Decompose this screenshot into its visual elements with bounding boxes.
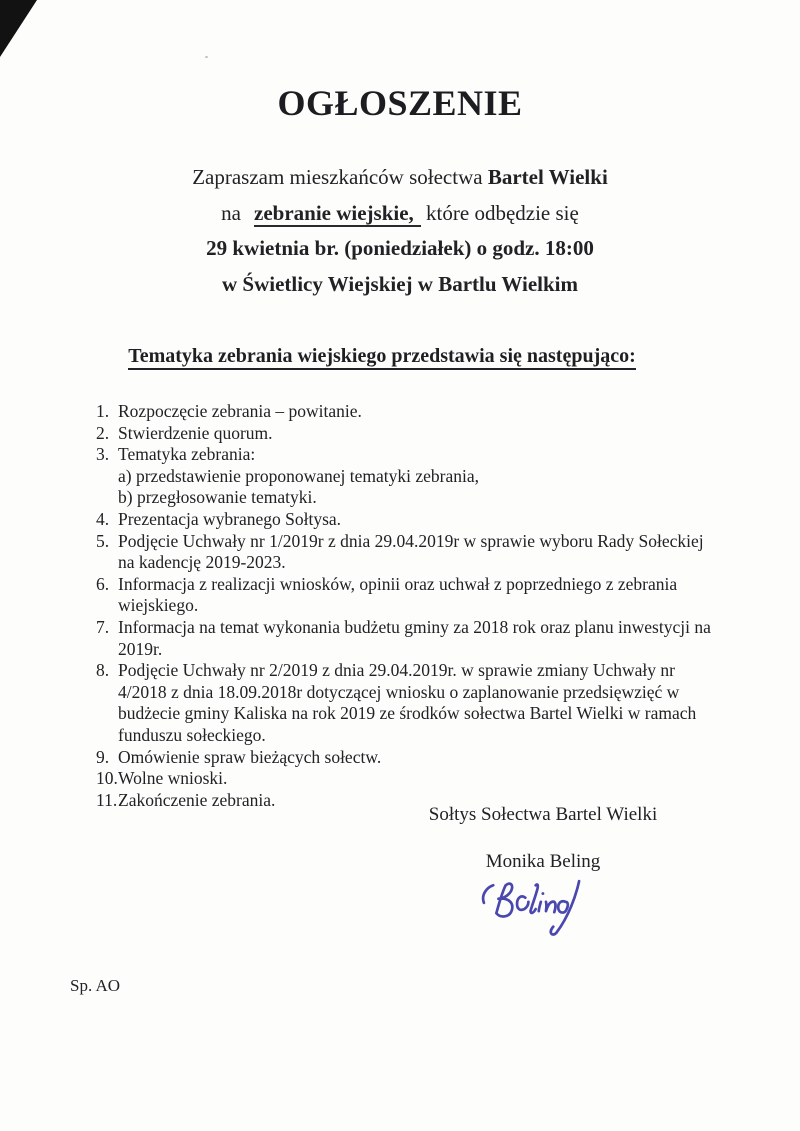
list-item <box>96 768 712 790</box>
item-text: b) przegłosowanie tematyki. <box>118 487 317 508</box>
closing-name: Monika Beling <box>485 851 601 872</box>
item-number: 3. <box>96 444 110 465</box>
footer-reference: Sp. AO <box>70 976 121 995</box>
list-item <box>96 617 712 660</box>
agenda-heading-text: Tematyka zebrania wiejskiego przedstawia się następująco: <box>128 345 636 370</box>
list-item <box>96 747 712 769</box>
item-number: 1. <box>96 401 110 421</box>
item-text: Informacja z realizacji wniosków, opinii oraz uchwał z poprzedniego z zebrania wiejskiego. <box>118 573 678 616</box>
item-text: Informacja na temat wykonania budżetu gminy za 2018 rok oraz planu inwestycji na 2019r. <box>118 616 711 659</box>
closing-block <box>398 803 688 943</box>
signature-strokes <box>483 881 579 934</box>
list-item <box>96 660 712 746</box>
signature-i-dot <box>541 892 544 895</box>
item-number: 7. <box>96 616 110 637</box>
item-text: Omówienie spraw bieżących sołectw. <box>118 746 382 767</box>
item-text: Podjęcie Uchwały nr 1/2019r z dnia 29.04.2019r w sprawie wyboru Rady Sołeckiej na kadencję 2019-2023. <box>118 530 704 573</box>
item-number: 8. <box>96 660 110 681</box>
intro-line-1-bold: Bartel Wielki <box>487 165 608 189</box>
item-text: Tematyka zebrania: <box>118 444 256 465</box>
item-text: Wolne wnioski. <box>118 768 228 789</box>
list-item <box>96 574 712 617</box>
list-item <box>96 401 712 423</box>
item-number: 5. <box>96 530 110 551</box>
item-number: 9. <box>96 746 110 767</box>
list-item <box>96 509 712 531</box>
list-item <box>96 444 712 466</box>
item-text: Zakończenie zebrania. <box>118 789 276 810</box>
intro-line-1 <box>0 160 800 196</box>
intro-line-2 <box>0 196 800 232</box>
intro-line-2-prefix: na <box>221 200 241 225</box>
agenda-list <box>96 401 712 811</box>
intro-line-1-text: Zapraszam mieszkańców sołectwa <box>192 165 488 189</box>
scan-speck <box>205 56 208 58</box>
item-number: 4. <box>96 508 110 529</box>
item-text: a) przedstawienie proponowanej tematyki zebrania, <box>118 465 480 486</box>
item-text: Stwierdzenie quorum. <box>118 422 273 443</box>
signature-image <box>386 877 676 943</box>
list-subitem <box>118 487 712 509</box>
document-title: OGŁOSZENIE <box>277 83 523 123</box>
item-number: 6. <box>96 573 110 594</box>
intro-block <box>0 160 800 302</box>
agenda-heading <box>0 345 782 368</box>
item-number: 10. <box>96 768 118 789</box>
intro-line-2-underlined: zebranie wiejskie, <box>254 201 421 227</box>
item-text: Rozpoczęcie zebrania – powitanie. <box>118 401 362 421</box>
list-item <box>96 531 712 574</box>
intro-line-3: 29 kwietnia br. (poniedziałek) o godz. 18:00 <box>206 236 594 260</box>
item-text: Prezentacja wybranego Sołtysa. <box>118 508 342 529</box>
intro-line-2-suffix: które odbędzie się <box>420 200 579 225</box>
list-item <box>96 423 712 445</box>
item-number: 11. <box>96 789 118 810</box>
list-subitem <box>118 466 712 488</box>
scan-corner-artifact <box>0 0 37 57</box>
closing-role: Sołtys Sołectwa Bartel Wielki <box>428 804 658 825</box>
item-text: Podjęcie Uchwały nr 2/2019 z dnia 29.04.2019r. w sprawie zmiany Uchwały nr 4/2018 z dnia 18.09.2018r dotyczącej wniosku o zaplanowanie przedsięwzięć w budżecie gminy Kaliska na rok 2019 ze środków sołectwa Bartel Wielki w ramach funduszu sołeckiego. <box>118 660 697 745</box>
intro-line-4: w Świetlicy Wiejskiej w Bartlu Wielkim <box>221 271 579 296</box>
item-number: 2. <box>96 422 110 443</box>
